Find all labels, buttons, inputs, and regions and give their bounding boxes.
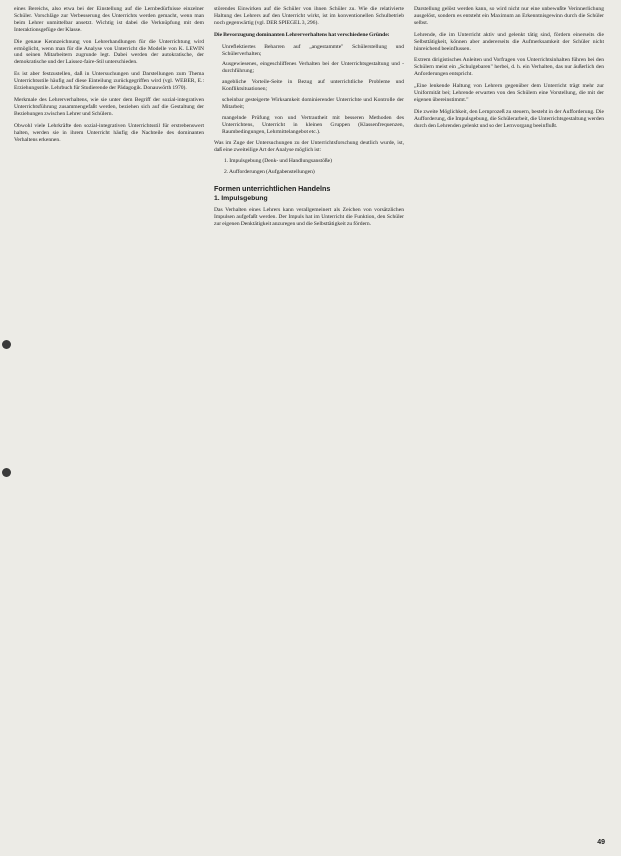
list-item: Unreflektiertes Beharren auf „angestammte" Schülerstellung und Schülerverhalten; [222, 43, 404, 57]
paragraph: Das Verhalten eines Lehrers kann verallgemeinert als Zeichen von vorsätzlichen Impulsen aufgefaßt werden. Der Impuls hat im Unterricht die Funktion, den Schüler zur eigenen Denktätigkeit anzuregen und die Selbsttätigkeit zu fördern. [214, 207, 404, 228]
subsection-heading: 1. Impulsgebung [214, 195, 268, 203]
section-heading: Formen unterrichtlichen Handelns [214, 184, 331, 194]
list-item: 1. Impulsgebung (Denk- und Handlungsanstöße) [224, 158, 333, 165]
paragraph: „Eine lenkende Haltung von Lehrern gegenüber dem Unterricht trägt mehr zur Uniformität bei; Lehrende erwarten von den Schülern eine Vorstellung, die mit der eigenen übereinstimmt." [414, 83, 604, 103]
paragraph: Lehrende, die im Unterricht aktiv und gelenkt tätig sind, fördern einerseits die Selbsttätigkeit, können aber andererseits die Aufmerksamkeit der Schüler nicht hinreichend beeinflussen. [414, 31, 604, 52]
paragraph: Was im Zuge der Untersuchungen zu der Unterrichtsforschung deutlich wurde, ist, daß eine zweiteilige Art der Analyse möglich ist: [214, 139, 404, 153]
text-column-middle [214, 6, 404, 233]
numbered-list [214, 158, 404, 176]
paragraph: Die genaue Kennzeichnung von Lehrerhandlungen für die Unterrichtung wird ermöglicht, wenn man für die Analyse von Unterricht die Modelle von K. LEWIN und seinen Mitarbeitern zugrunde legt. Dabei werden der autokratische, der demokratische und der Laissez-faire-Stil unterschieden. [14, 38, 204, 66]
list-item: Ausgewiesenes, eingeschliffenes Verhalten bei der Unterrichtsgestaltung und -durchführung; [222, 61, 404, 75]
paragraph: Merkmale des Lehrerverhaltens, wie sie unter dem Begriff der sozial-integrativen Unterrichtsführung zusammengefaßt werden, beziehen sich auf die Gestaltung der Beziehungen zwischen Lehrer und Schülern. [14, 96, 204, 117]
paragraph: Darstellung gelöst werden kann, so wird nicht nur eine unbewußte Verinnerlichung ausgelöst, sondern es entsteht ein Maximum an Erkenntnisgewinn durch die Schüler selbst. [414, 6, 604, 26]
list-item: angebliche Vorteile-Seite in Bezug auf unterrichtliche Probleme und Konfliktsituationen; [222, 79, 404, 93]
paragraph: eines Bereichs, also etwa bei der Einstellung auf die Lernbedürfnisse einzelner Schüler. Vorschläge zur Verbesserung des Unterrichts werden gemacht, wenn man beim Lehrer unmittelbar ansetzt. Wichtig ist dabei die Verknüpfung mit dem Interaktionsgefüge der Klasse. [14, 6, 204, 33]
list-item: scheinbar gesteigerte Wirksamkeit dominierender Unterrichte und Kontrolle der Mitarbeit; [222, 97, 404, 110]
paragraph: Extrem dirigistisches Anleiten und Vorfragen von Unterrichtsinhalten führen bei den Schülern meist ein „Schulgebaren" herbei, d. h. ein Verhalten, das nur äußerlich den Anforderungen entspricht. [414, 57, 604, 78]
text-column-right [414, 6, 604, 135]
paragraph: Es ist aber festzustellen, daß in Untersuchungen und Darstellungen zum Thema Unterrichtsstile häufig auf diese Einteilung zurückgegriffen wird (vgl. WEBER, E.: Erziehungsstile. Lehrbuch für Studierende der Pädagogik. Donauwörth 1970). [14, 71, 204, 92]
list-item: 2. Aufforderungen (Aufgabenstellungen) [224, 169, 315, 176]
paragraph: Obwohl viele Lehrkräfte den sozial-integrativen Unterrichtsstil für erstrebenswert halten, werden sie in ihrem Unterricht häufig die Nachteile des dominanten Verhaltens erkennen. [14, 122, 204, 143]
paragraph: störendes Einwirken auf die Schüler von ihnen Schüler zu. Wie die relativierte Haltung des Lehrers auf den Unterricht wirkt, ist im konventionellen Schulbetrieb noch gegenwärtig (vgl. DER SPIEGEL 3, 296). [214, 6, 404, 26]
punch-hole-decoration [2, 340, 11, 349]
reason-list [214, 44, 404, 136]
text-column-left [14, 6, 204, 148]
page-number: 49 [597, 839, 605, 846]
paragraph-bold: Die Bevorzugung dominanten Lehrerverhaltens hat verschiedene Gründe: [214, 31, 390, 38]
paragraph: Die zweite Möglichkeit, den Lernprozeß zu steuern, besteht in der Aufforderung. Die Aufforderung, die Impulsgebung, die Schülerarbeit, die Unterrichtsgestaltung werden durch den Lehrenden gelenkt und so der Lernvorgang beeinflußt. [414, 108, 604, 129]
list-item: mangelnde Prüfung von und Vertrautheit mit besseren Methoden des Unterrichtens, Unterricht in kleinen Gruppen (Klassenfrequenzen, Raumbedingungen, Lehrmittelangebot etc.). [222, 114, 404, 135]
punch-hole-decoration [2, 468, 11, 477]
